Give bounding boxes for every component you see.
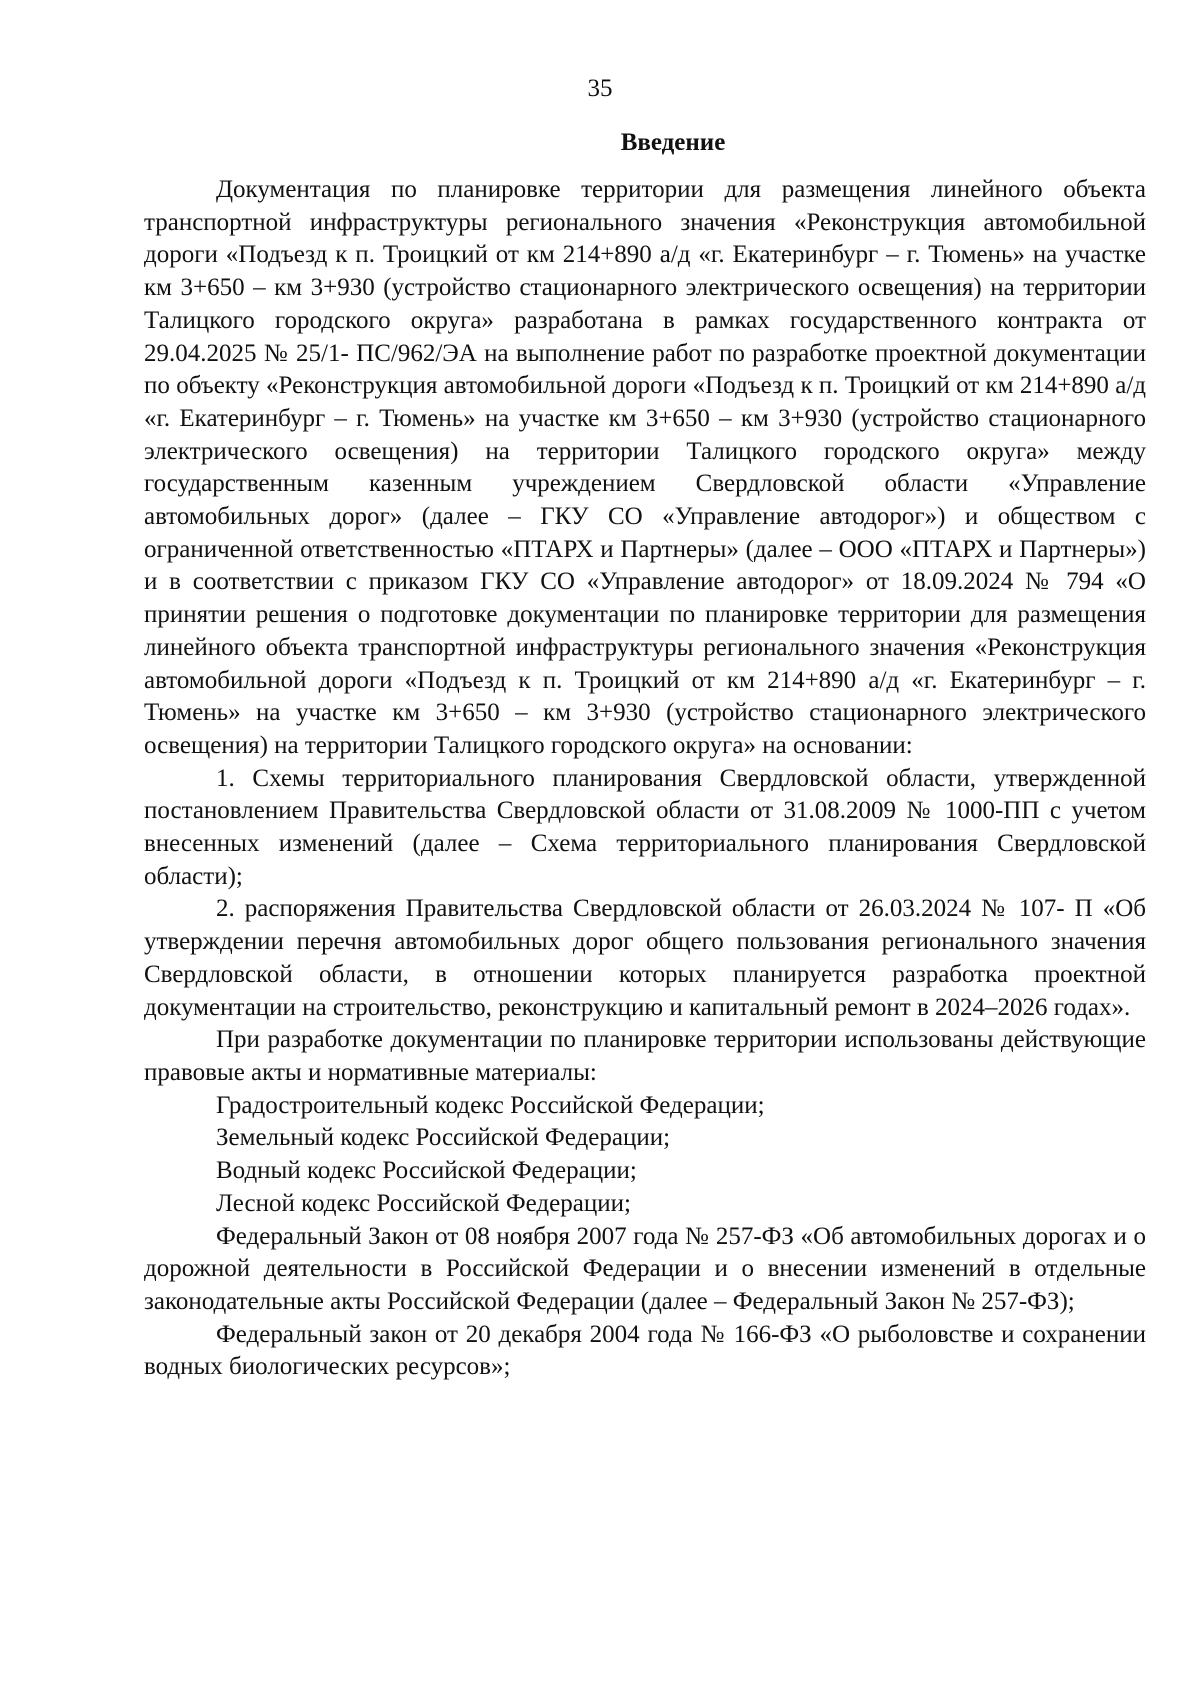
page-number: 35: [587, 75, 613, 102]
section-heading: Введение: [620, 129, 726, 156]
paragraph-item-2: 2. распоряжения Правительства Свердловской области от 26.03.2024 № 107- П «Об утверждении перечня автомобильных дорог общего пользования регионального значения Свердловской области, в отношении которых планируется разработка проектной документации на строительство, реконструкцию и капитальный ремонт в 2024–2026 годах».: [144, 895, 1146, 1021]
paragraph-urban-code: Градостроительный кодекс Российской Федерации;: [216, 1091, 765, 1119]
paragraph-law-166: Федеральный закон от 20 декабря 2004 года № 166-ФЗ «О рыболовстве и сохранении водных биологических ресурсов»;: [144, 1320, 1146, 1381]
paragraph-land-code: Земельный кодекс Российской Федерации;: [216, 1124, 671, 1152]
paragraph-law-257: Федеральный Закон от 08 ноября 2007 года № 257-ФЗ «Об автомобильных дорогах и о дорожной деятельности в Российской Федерации и о внесении изменений в отдельные законодательные акты Российской Федерации (далее – Федеральный Закон № 257-ФЗ);: [144, 1222, 1146, 1315]
paragraph-legal-acts: При разработке документации по планировке территории использованы действующие правовые акты и нормативные материалы:: [144, 1026, 1146, 1086]
paragraph-forest-code: Лесной кодекс Российской Федерации;: [216, 1189, 631, 1217]
paragraph-item-1: 1. Схемы территориального планирования Свердловской области, утвержденной постановлением Правительства Свердловской области от 31.08.2009 № 1000-ПП с учетом внесенных изменений (далее – Схема территориального планирования Свердловской области);: [144, 764, 1146, 890]
document-body: [144, 174, 1146, 1384]
paragraph-intro: Документация по планировке территории для размещения линейного объекта транспортной инфраструктуры регионального значения «Реконструкция автомобильной дороги «Подъезд к п. Троицкий от км 214+890 а/д «г. Екатеринбург – г. Тюмень» на участке км 3+650 – км 3+930 (устройство стационарного электрического освещения) на территории Талицкого городского округа» разработана в рамках государственного контракта от 29.04.2025 № 25/1- ПС/962/ЭА на выполнение работ по разработке проектной документации по объекту «Реконструкция автомобильной дороги «Подъезд к п. Троицкий от км 214+890 а/д «г. Екатеринбург – г. Тюмень» на участке км 3+650 – км 3+930 (устройство стационарного электрического освещения) на территории Талицкого городского округа» между государственным казенным учреждением Свердловской области «Управление автомобильных дорог» (далее – ГКУ СО «Управление автодорог») и обществом с ограниченной ответственностью «ПТАРХ и Партнеры» (далее – ООО «ПТАРХ и Партнеры») и в соответствии с приказом ГКУ СО «Управление автодорог» от 18.09.2024 № 794 «О принятии решения о подготовке документации по планировке территории для размещения линейного объекта транспортной инфраструктуры регионального значения «Реконструкция автомобильной дороги «Подъезд к п. Троицкий от км 214+890 а/д «г. Екатеринбург – г. Тюмень» на участке км 3+650 – км 3+930 (устройство стационарного электрического освещения) на территории Талицкого городского округа» на основании:: [144, 176, 1146, 759]
paragraph-water-code: Водный кодекс Российской Федерации;: [216, 1157, 637, 1185]
